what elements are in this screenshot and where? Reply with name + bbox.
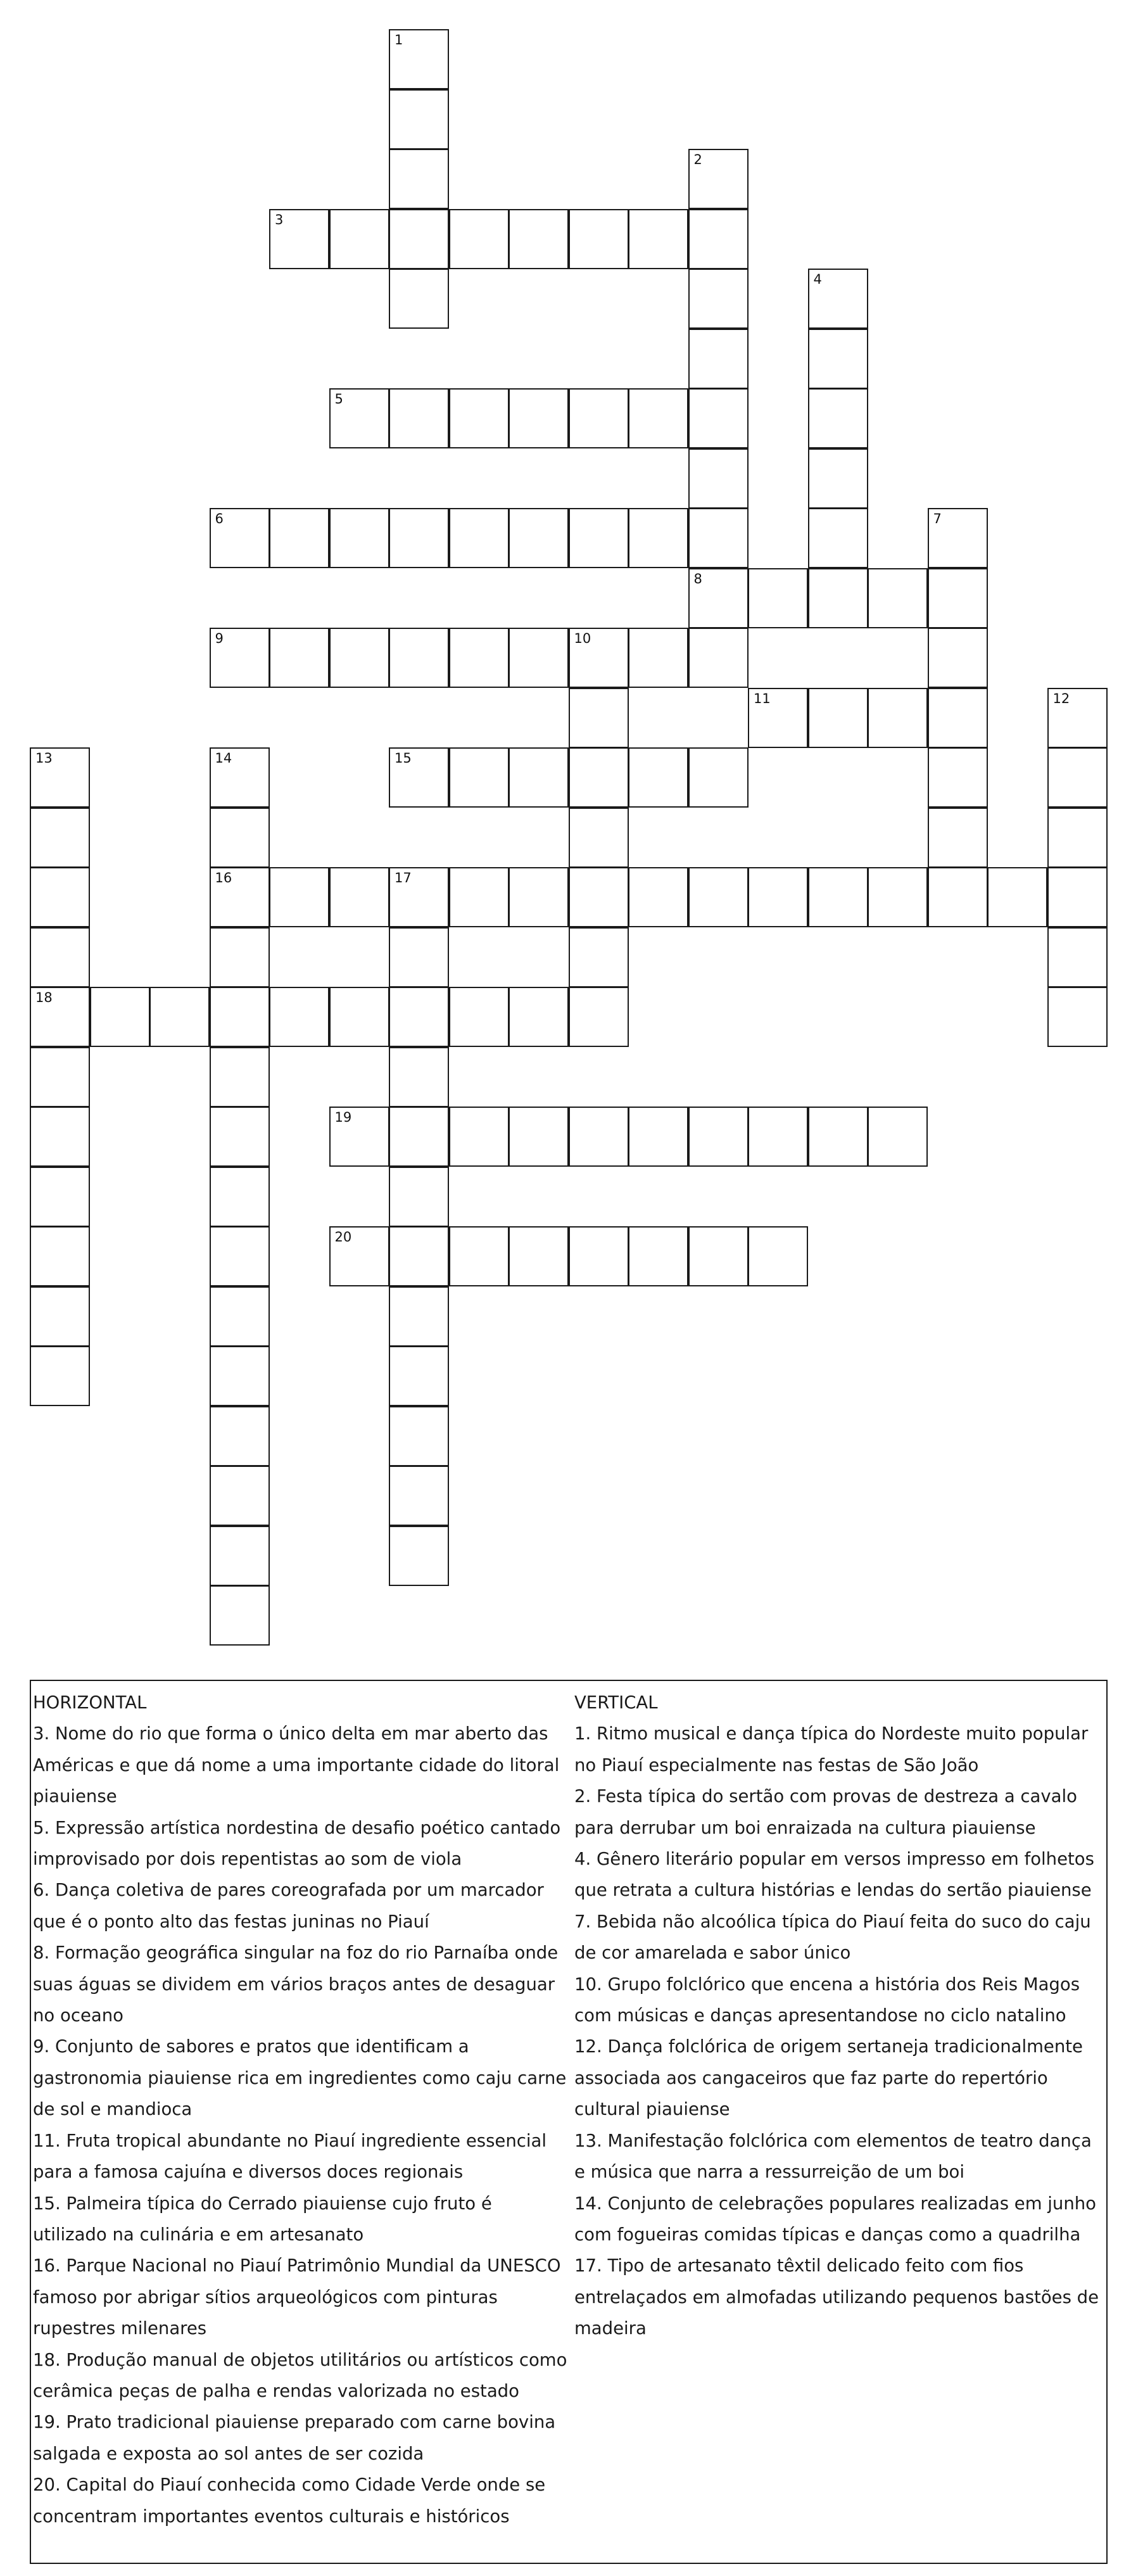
clue-h18: 18. Produção manual de objetos utilitários ou artísticos como cerâmica peças de palha e rendas valorizada no estado xyxy=(33,2349,567,2401)
clues-box xyxy=(30,1680,1108,2564)
grid-cell[interactable] xyxy=(210,508,270,568)
grid-cell[interactable] xyxy=(449,747,509,808)
grid-cell[interactable] xyxy=(569,747,629,808)
grid-cell[interactable] xyxy=(210,1286,270,1347)
clue-number: 20 xyxy=(334,1229,352,1245)
grid-cell[interactable] xyxy=(269,987,329,1047)
grid-cell[interactable] xyxy=(30,927,90,987)
grid-cell[interactable] xyxy=(688,1107,749,1167)
clue-number: 5 xyxy=(334,391,343,407)
grid-cell[interactable] xyxy=(688,867,749,927)
grid-cell[interactable] xyxy=(928,747,988,808)
grid-cell[interactable] xyxy=(329,867,389,927)
grid-cell[interactable] xyxy=(509,987,569,1047)
grid-cell[interactable] xyxy=(449,867,509,927)
grid-cell[interactable] xyxy=(30,1047,90,1107)
grid-cell[interactable] xyxy=(449,1226,509,1286)
grid-cell[interactable] xyxy=(389,1466,449,1526)
grid-cell[interactable] xyxy=(30,1346,90,1406)
grid-cell[interactable] xyxy=(449,1107,509,1167)
grid-cell[interactable] xyxy=(389,987,449,1047)
grid-cell[interactable] xyxy=(389,1526,449,1586)
clue-number: 14 xyxy=(215,751,232,766)
grid-cell[interactable] xyxy=(389,269,449,329)
grid-cell[interactable] xyxy=(389,29,449,89)
grid-cell[interactable] xyxy=(329,508,389,568)
grid-cell[interactable] xyxy=(808,329,868,389)
grid-cell[interactable] xyxy=(269,508,329,568)
grid-cell[interactable] xyxy=(389,149,449,209)
vertical-heading: VERTICAL xyxy=(574,1692,658,1713)
grid-cell[interactable] xyxy=(329,1107,389,1167)
grid-cell[interactable] xyxy=(748,867,808,927)
grid-cell[interactable] xyxy=(329,209,389,269)
grid-cell[interactable] xyxy=(1047,927,1108,987)
grid-cell[interactable] xyxy=(210,1346,270,1406)
grid-cell[interactable] xyxy=(928,628,988,688)
grid-cell[interactable] xyxy=(928,568,988,628)
grid-cell[interactable] xyxy=(928,867,988,927)
clue-h19: 19. Prato tradicional piauiense preparado com carne bovina salgada e exposta ao sol antes de ser cozida xyxy=(33,2412,556,2464)
grid-cell[interactable] xyxy=(688,149,749,209)
grid-cell[interactable] xyxy=(389,209,449,269)
grid-cell[interactable] xyxy=(389,1047,449,1107)
grid-cell[interactable] xyxy=(509,747,569,808)
grid-cell[interactable] xyxy=(210,1107,270,1167)
grid-cell[interactable] xyxy=(389,628,449,688)
clue-h20: 20. Capital do Piauí conhecida como Cidade Verde onde se concentram importantes eventos culturais e históricos xyxy=(33,2475,546,2527)
vertical-clues xyxy=(574,1687,1106,2345)
clue-v10: 10. Grupo folclórico que encena a história dos Reis Magos com músicas e danças apresentandose no ciclo natalino xyxy=(574,1974,1080,2026)
grid-cell[interactable] xyxy=(569,508,629,568)
clue-h9: 9. Conjunto de sabores e pratos que identificam a gastronomia piauiense rica em ingredientes como caju carne de sol e mandioca xyxy=(33,2036,567,2120)
clue-number: 12 xyxy=(1052,690,1070,706)
grid-cell[interactable] xyxy=(269,867,329,927)
clue-h6: 6. Dança coletiva de pares coreografada por um marcador que é o ponto alto das festas juninas no Piauí xyxy=(33,1880,544,1932)
clue-number: 6 xyxy=(215,511,224,526)
grid-cell[interactable] xyxy=(688,329,749,389)
grid-cell[interactable] xyxy=(808,867,868,927)
clue-number: 1 xyxy=(395,32,403,48)
grid-cell[interactable] xyxy=(569,688,629,748)
grid-cell[interactable] xyxy=(210,1466,270,1526)
clue-number: 8 xyxy=(693,571,702,587)
grid-cell[interactable] xyxy=(1047,987,1108,1047)
grid-cell[interactable] xyxy=(628,209,688,269)
grid-cell[interactable] xyxy=(1047,808,1108,868)
grid-cell[interactable] xyxy=(30,1286,90,1347)
grid-cell[interactable] xyxy=(30,1107,90,1167)
clue-number: 7 xyxy=(933,511,942,526)
grid-cell[interactable] xyxy=(269,209,329,269)
grid-cell[interactable] xyxy=(808,568,868,628)
clue-number: 9 xyxy=(215,631,224,646)
grid-cell[interactable] xyxy=(210,1047,270,1107)
grid-cell[interactable] xyxy=(928,508,988,568)
grid-cell[interactable] xyxy=(389,89,449,149)
grid-cell[interactable] xyxy=(569,628,629,688)
horizontal-clues xyxy=(33,1687,568,2532)
grid-cell[interactable] xyxy=(569,867,629,927)
grid-cell[interactable] xyxy=(449,987,509,1047)
grid-cell[interactable] xyxy=(449,508,509,568)
grid-cell[interactable] xyxy=(688,568,749,628)
clue-number: 13 xyxy=(35,751,53,766)
grid-cell[interactable] xyxy=(269,628,329,688)
grid-cell[interactable] xyxy=(30,1167,90,1227)
grid-cell[interactable] xyxy=(868,688,928,748)
grid-cell[interactable] xyxy=(389,1406,449,1466)
clue-number: 3 xyxy=(275,212,284,227)
grid-cell[interactable] xyxy=(688,1226,749,1286)
grid-cell[interactable] xyxy=(30,747,90,808)
grid-cell[interactable] xyxy=(389,508,449,568)
clue-h15: 15. Palmeira típica do Cerrado piauiense cujo fruto é utilizado na culinária e em artesanato xyxy=(33,2193,492,2245)
grid-cell[interactable] xyxy=(509,209,569,269)
grid-cell[interactable] xyxy=(628,867,688,927)
grid-cell[interactable] xyxy=(1047,747,1108,808)
grid-cell[interactable] xyxy=(868,1107,928,1167)
grid-cell[interactable] xyxy=(628,1107,688,1167)
grid-cell[interactable] xyxy=(389,1226,449,1286)
clue-h3: 3. Nome do rio que forma o único delta em mar aberto das Américas e que dá nome a uma importante cidade do litoral piauiense xyxy=(33,1723,560,1807)
grid-cell[interactable] xyxy=(748,688,808,748)
grid-cell[interactable] xyxy=(808,1107,868,1167)
clue-number: 19 xyxy=(334,1110,352,1125)
grid-cell[interactable] xyxy=(30,987,90,1047)
clue-number: 11 xyxy=(754,690,771,706)
grid-cell[interactable] xyxy=(688,747,749,808)
grid-cell[interactable] xyxy=(210,808,270,868)
grid-cell[interactable] xyxy=(688,388,749,448)
grid-cell[interactable] xyxy=(868,568,928,628)
grid-cell[interactable] xyxy=(210,867,270,927)
grid-cell[interactable] xyxy=(509,508,569,568)
clue-h16: 16. Parque Nacional no Piauí Patrimônio Mundial da UNESCO famoso por abrigar sítios arqueológicos com pinturas rupestres milenares xyxy=(33,2256,561,2339)
grid-cell[interactable] xyxy=(30,1226,90,1286)
grid-cell[interactable] xyxy=(210,927,270,987)
grid-cell[interactable] xyxy=(30,867,90,927)
grid-cell[interactable] xyxy=(569,388,629,448)
grid-cell[interactable] xyxy=(389,388,449,448)
grid-cell[interactable] xyxy=(210,1585,270,1646)
grid-cell[interactable] xyxy=(688,269,749,329)
grid-cell[interactable] xyxy=(389,1107,449,1167)
clue-v2: 2. Festa típica do sertão com provas de destreza a cavalo para derrubar um boi enraizada na cultura piauiense xyxy=(574,1786,1077,1838)
grid-cell[interactable] xyxy=(90,987,150,1047)
grid-cell[interactable] xyxy=(569,808,629,868)
grid-cell[interactable] xyxy=(688,209,749,269)
grid-cell[interactable] xyxy=(808,508,868,568)
grid-cell[interactable] xyxy=(688,628,749,688)
grid-cell[interactable] xyxy=(748,568,808,628)
clue-number: 4 xyxy=(813,272,822,287)
grid-cell[interactable] xyxy=(389,867,449,927)
clue-v7: 7. Bebida não alcoólica típica do Piauí feita do suco do caju de cor amarelada e sabor único xyxy=(574,1911,1091,1964)
grid-cell[interactable] xyxy=(628,628,688,688)
grid-cell[interactable] xyxy=(210,1406,270,1466)
grid-cell[interactable] xyxy=(987,867,1047,927)
grid-cell[interactable] xyxy=(389,1286,449,1347)
grid-cell[interactable] xyxy=(329,1226,389,1286)
grid-cell[interactable] xyxy=(210,1226,270,1286)
grid-cell[interactable] xyxy=(210,628,270,688)
grid-cell[interactable] xyxy=(569,1226,629,1286)
grid-cell[interactable] xyxy=(868,867,928,927)
grid-cell[interactable] xyxy=(628,1226,688,1286)
grid-cell[interactable] xyxy=(210,987,270,1047)
grid-cell[interactable] xyxy=(149,987,210,1047)
clue-number: 10 xyxy=(574,631,591,646)
clue-v4: 4. Gênero literário popular em versos impresso em folhetos que retrata a cultura histórias e lendas do sertão piauiense xyxy=(574,1849,1094,1901)
clue-number: 2 xyxy=(693,152,702,167)
clue-number: 17 xyxy=(395,870,412,885)
grid-cell[interactable] xyxy=(389,1346,449,1406)
grid-cell[interactable] xyxy=(509,1107,569,1167)
clue-number: 18 xyxy=(35,990,53,1005)
grid-cell[interactable] xyxy=(329,628,389,688)
clue-number: 16 xyxy=(215,870,232,885)
grid-cell[interactable] xyxy=(688,508,749,568)
grid-cell[interactable] xyxy=(1047,867,1108,927)
grid-cell[interactable] xyxy=(509,1226,569,1286)
grid-cell[interactable] xyxy=(30,808,90,868)
clue-v12: 12. Dança folclórica de origem sertaneja tradicionalmente associada aos cangaceiros que faz parte do repertório cultural piauiense xyxy=(574,2036,1083,2120)
grid-cell[interactable] xyxy=(808,448,868,509)
grid-cell[interactable] xyxy=(1047,688,1108,748)
grid-cell[interactable] xyxy=(808,269,868,329)
grid-cell[interactable] xyxy=(808,688,868,748)
grid-cell[interactable] xyxy=(569,1107,629,1167)
clue-number: 15 xyxy=(395,751,412,766)
grid-cell[interactable] xyxy=(928,808,988,868)
grid-cell[interactable] xyxy=(389,927,449,987)
grid-cell[interactable] xyxy=(628,388,688,448)
grid-cell[interactable] xyxy=(389,1167,449,1227)
grid-cell[interactable] xyxy=(928,688,988,748)
grid-cell[interactable] xyxy=(628,508,688,568)
grid-cell[interactable] xyxy=(569,987,629,1047)
horizontal-heading: HORIZONTAL xyxy=(33,1692,147,1713)
clue-v13: 13. Manifestação folclórica com elementos de teatro dança e música que narra a ressurreição de um boi xyxy=(574,2130,1092,2183)
grid-cell[interactable] xyxy=(509,867,569,927)
grid-cell[interactable] xyxy=(210,1167,270,1227)
grid-cell[interactable] xyxy=(210,747,270,808)
grid-cell[interactable] xyxy=(808,388,868,448)
grid-cell[interactable] xyxy=(569,927,629,987)
clue-v1: 1. Ritmo musical e dança típica do Nordeste muito popular no Piauí especialmente nas festas de São João xyxy=(574,1723,1089,1775)
grid-cell[interactable] xyxy=(509,388,569,448)
grid-cell[interactable] xyxy=(509,628,569,688)
grid-cell[interactable] xyxy=(329,987,389,1047)
clue-h5: 5. Expressão artística nordestina de desafio poético cantado improvisado por dois repentistas ao som de viola xyxy=(33,1817,561,1870)
grid-cell[interactable] xyxy=(449,209,509,269)
clue-h8: 8. Formação geográfica singular na foz do rio Parnaíba onde suas águas se dividem em vários braços antes de desaguar no oceano xyxy=(33,1943,559,2026)
grid-cell[interactable] xyxy=(628,747,688,808)
grid-cell[interactable] xyxy=(449,388,509,448)
grid-cell[interactable] xyxy=(210,1526,270,1586)
grid-cell[interactable] xyxy=(329,388,389,448)
grid-cell[interactable] xyxy=(688,448,749,509)
clue-v17: 17. Tipo de artesanato têxtil delicado feito com fios entrelaçados em almofadas utilizando pequenos bastões de madeira xyxy=(574,2256,1099,2339)
grid-cell[interactable] xyxy=(569,209,629,269)
grid-cell[interactable] xyxy=(748,1226,808,1286)
grid-cell[interactable] xyxy=(449,628,509,688)
clue-v14: 14. Conjunto de celebrações populares realizadas em junho com fogueiras comidas típicas e danças como a quadrilha xyxy=(574,2193,1097,2245)
clue-h11: 11. Fruta tropical abundante no Piauí ingrediente essencial para a famosa cajuína e diversos doces regionais xyxy=(33,2130,547,2183)
grid-cell[interactable] xyxy=(389,747,449,808)
grid-cell[interactable] xyxy=(748,1107,808,1167)
